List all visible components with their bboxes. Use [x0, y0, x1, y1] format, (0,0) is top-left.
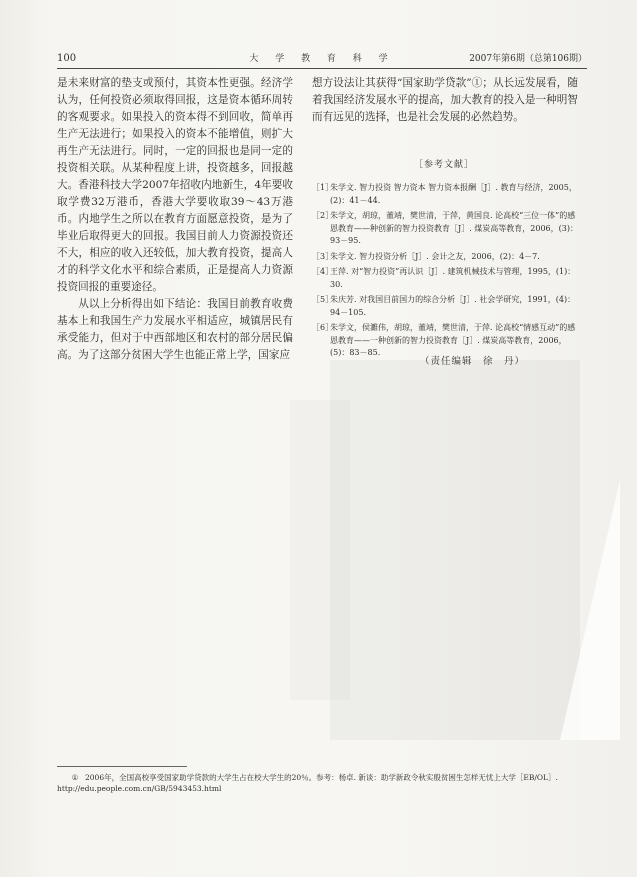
reference-text: 朱学文，胡琼，董靖，樊世清，于萍，黄国良. 论高校“三位一体”的感恩教育——种创新的智力投资教育［J］. 煤炭高等教育，2006，(3)：93－95. [330, 211, 578, 245]
reference-number: ［1］ [312, 183, 334, 192]
header-rule [57, 68, 587, 69]
reference-number: ［3］ [312, 251, 334, 261]
body-paragraph: 是未来财富的垫支或预付，其资本性更强。经济学认为，任何投资必须取得回报，这是资本循环周转的客观要求。如果投入的资本得不到回收，简单再生产无法进行；如果投入的资本不能增值，则扩大再生产无法进行。同时，一定的回报也是同一定的投资相关联。从某种程度上讲，投资越多，回报越大。香港科技大学2007年招收内地新生，4年要收取学费32万港币，香港大学要收取39～43万港币。内地学生之所以在教育方面愿意投资，是为了毕业后取得更大的回报。我国目前人力资源投资还不大，相应的收入还较低，加大教育投资，提高人才的科学文化水平和综合素质，正是提高人力资源投资回报的重要途径。 [57, 77, 293, 293]
footnote-mark: ① [71, 773, 79, 782]
bleed-through-shadow [290, 400, 350, 700]
reference-item [312, 210, 578, 248]
paper-edge-mark [560, 480, 620, 740]
reference-list [312, 182, 578, 363]
reference-text: 朱学文. 智力投资分析［J］. 会计之友，2006，(2)：4－7. [330, 251, 540, 261]
body-paragraph: 从以上分析得出如下结论：我国目前教育收费基本上和我国生产力发展水平相适应，城镇居民有承受能力，但对于中西部地区和农村的部分居民偏高。为了这部分贫困大学生也能正常上学，国家应 [57, 298, 293, 361]
reference-number: ［5］ [312, 295, 334, 304]
running-header [57, 52, 587, 66]
reference-text: 朱学文. 智力投资 智力资本 智力资本报酬［J］. 教育与经济，2005，(2)：41－44. [330, 183, 577, 205]
reference-text: 王萍. 对“智力投资”再认识［J］. 建筑机械技术与管理，1995，(1)：30. [330, 267, 576, 289]
reference-item [312, 294, 578, 319]
left-column [57, 75, 293, 364]
reference-number: ［6］ [312, 323, 334, 332]
footnote-text: 2006年，全国高校享受国家助学贷款的大学生占在校大学生的20％。参考：杨卓. 新谈：助学新政令秋实殷贫困生怎样无忧上大学［EB/OL］. http://edu.people.com.cn/GB/5943453.html [57, 773, 558, 793]
reference-number: ［4］ [312, 267, 334, 276]
page-number: 100 [57, 53, 77, 64]
journal-title: 大 学 教 育 科 学 [249, 54, 395, 64]
reference-item [312, 251, 578, 264]
footnote [57, 772, 587, 794]
responsible-editor: （责任编辑 徐 丹） [420, 356, 526, 367]
body-paragraph: 想方设法让其获得“国家助学贷款”①；从长远发展看，随着我国经济发展水平的提高，加大教育的投入是一种明智而有远见的选择，也是社会发展的必然趋势。 [312, 77, 578, 123]
reference-number: ［2］ [312, 211, 334, 220]
reference-item [312, 182, 578, 207]
issue-info: 2007年第6期（总第106期） [469, 54, 587, 64]
reference-text: 朱学文，侯濉伟，胡琼，董靖，樊世清，于萍. 论高校“情感互动”的感恩教育——一种创新的智力投资教育［J］. 煤炭高等教育，2006，(5)：83－85. [330, 323, 576, 357]
right-column [312, 75, 578, 126]
reference-text: 朱庆芳. 对我国目前国力的综合分析［J］. 社会学研究，1991，(4)：94－105. [330, 295, 576, 317]
footnote-rule [57, 766, 187, 767]
reference-item [312, 266, 578, 291]
bleed-through-shadow [330, 360, 580, 740]
references-heading: ［参考文献］ [413, 160, 474, 170]
